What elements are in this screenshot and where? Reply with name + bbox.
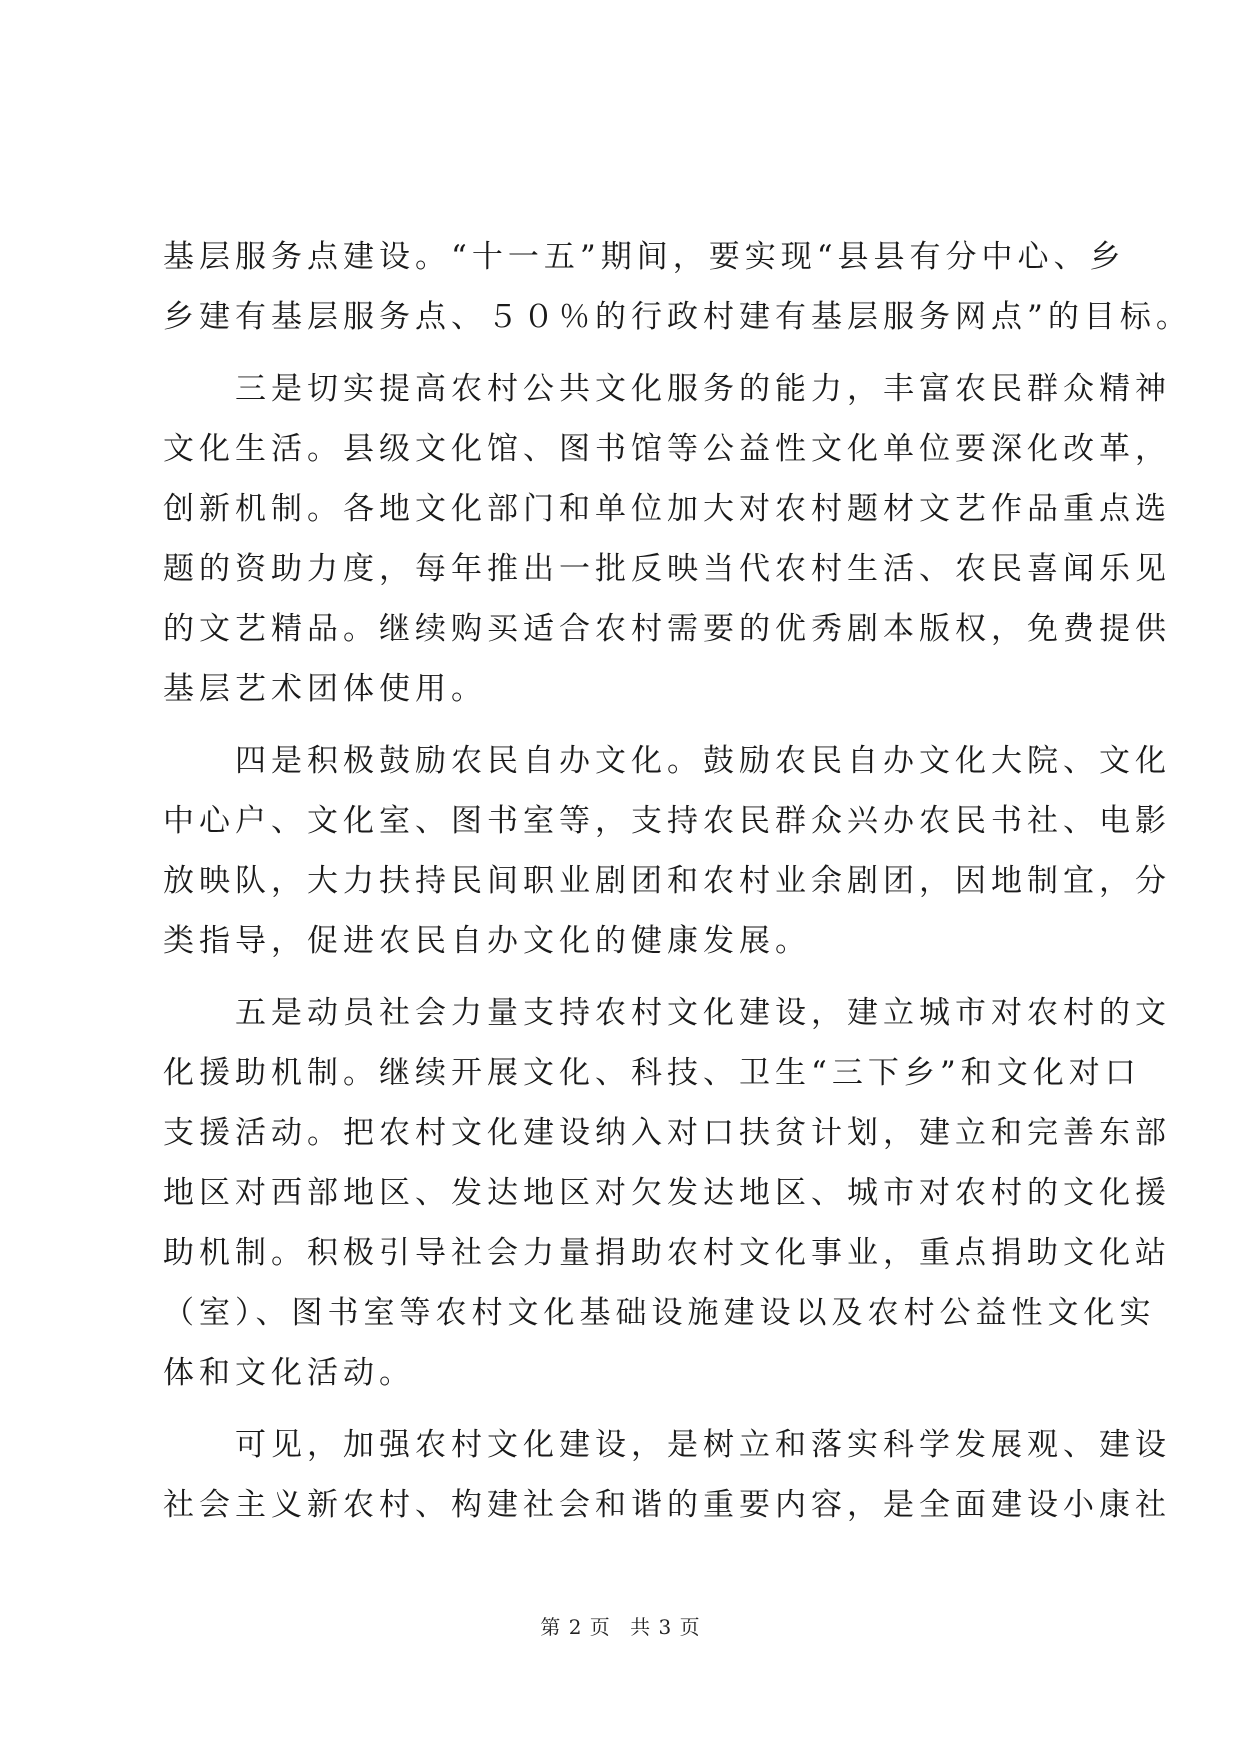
text-line: （室）、图书室等农村文化基础设施建设以及农村公益性文化实	[163, 1295, 1156, 1331]
paragraph-start-line: 可见，加强农村文化建设，是树立和落实科学发展观、建设	[235, 1427, 1171, 1463]
paragraph-start-line: 四是积极鼓励农民自办文化。鼓励农民自办文化大院、文化	[235, 743, 1171, 779]
text-line: 放映队，大力扶持民间职业剧团和农村业余剧团，因地制宜，分	[163, 863, 1171, 899]
page-footer	[0, 1611, 1241, 1640]
text-line: 创新机制。各地文化部门和单位加大对农村题材文艺作品重点选	[163, 491, 1171, 527]
text-line: 的文艺精品。继续购买适合农村需要的优秀剧本版权，免费提供	[163, 611, 1171, 647]
document-body	[163, 227, 1192, 1535]
text-line: 化援助机制。继续开展文化、科技、卫生“三下乡”和文化对口	[163, 1055, 1141, 1091]
paragraph-start-line: 五是动员社会力量支持农村文化建设，建立城市对农村的文	[235, 995, 1171, 1031]
paragraph-start-line: 三是切实提高农村公共文化服务的能力，丰富农民群众精神	[235, 371, 1171, 407]
text-line: 类指导，促进农民自办文化的健康发展。	[163, 923, 811, 959]
text-line: 地区对西部地区、发达地区对欠发达地区、城市对农村的文化援	[163, 1175, 1171, 1211]
text-line: 乡建有基层服务点、５０％的行政村建有基层服务网点”的目标。	[163, 299, 1192, 335]
text-line: 中心户、文化室、图书室等，支持农民群众兴办农民书社、电影	[163, 803, 1171, 839]
page-total: 共 3 页	[630, 1615, 701, 1639]
text-line: 社会主义新农村、构建社会和谐的重要内容，是全面建设小康社	[163, 1487, 1171, 1523]
text-line: 支援活动。把农村文化建设纳入对口扶贫计划，建立和完善东部	[163, 1115, 1171, 1151]
text-line: 体和文化活动。	[163, 1355, 415, 1391]
text-line: 题的资助力度，每年推出一批反映当代农村生活、农民喜闻乐见	[163, 551, 1171, 587]
text-line: 文化生活。县级文化馆、图书馆等公益性文化单位要深化改革，	[163, 431, 1171, 467]
page-number: 第 2 页	[540, 1615, 611, 1639]
text-line: 基层艺术团体使用。	[163, 671, 487, 707]
text-line: 助机制。积极引导社会力量捐助农村文化事业，重点捐助文化站	[163, 1235, 1171, 1271]
text-line: 基层服务点建设。“十一五”期间，要实现“县县有分中心、乡	[163, 239, 1126, 275]
